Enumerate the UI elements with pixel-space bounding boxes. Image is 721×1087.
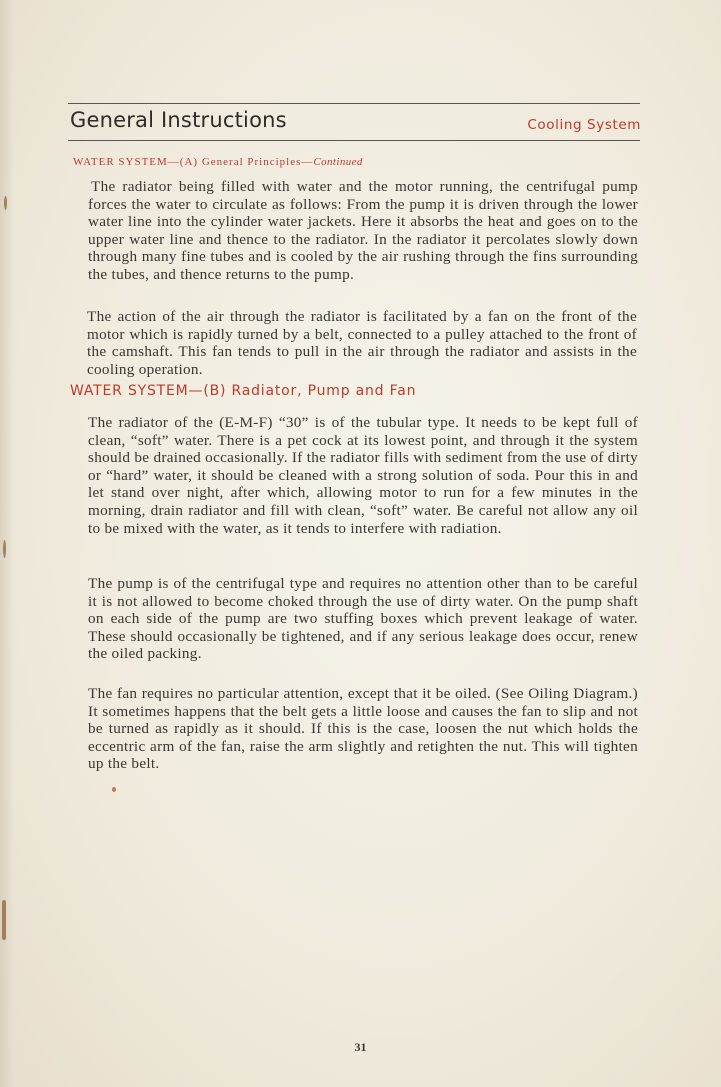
- section-b-paragraph-2: The pump is of the centrifugal type and requires no attention other than to be careful it is not allowed to become choked through the use of dirty water. On the pump shaft on each side of the pump are two stuffing boxes which prevent leakage of water. These should occasionally be tightened, and if any serious leakage does occur, renew the oiled packing.: [88, 575, 638, 663]
- section-label: Cooling System: [527, 117, 641, 133]
- edge-mark: [4, 196, 7, 210]
- section-a-paragraph-2: The action of the air through the radiator is facilitated by a fan on the front of the motor which is rapidly turned by a belt, connected to a pulley attached to the front of the camshaft. This fan tends to pull in the air through the radiator and assists in the cooling operation.: [87, 308, 637, 378]
- edge-mark: [3, 540, 6, 558]
- section-b-paragraph-1: The radiator of the (E-M-F) “30” is of the tubular type. It needs to be kept full of clean, “soft” water. There is a pet cock at its lowest point, and through it the system should be drained occasionally. If the radiator fills with sediment from the use of dirty or “hard” water, it should be cleaned with a strong solution of soda. Pour this in and let stand over night, after which, allowing motor to run for a few minutes in the morning, drain radiator and fill with clean, “soft” water. Be careful not allow any oil to be mixed with the water, as it tends to interfere with radiation.: [88, 414, 638, 537]
- header-rule-top: [68, 103, 640, 104]
- section-b-paragraph-3: The fan requires no particular attention, except that it be oiled. (See Oiling Diagram.) It sometimes happens that the belt gets a little loose and causes the fan to slip and not be turned as rapidly as it should. If this is the case, loosen the nut which holds the eccentric arm of the fan, raise the arm slightly and retighten the nut. This will tighten up the belt.: [88, 685, 638, 773]
- section-a-heading-continued: Continued: [313, 156, 363, 168]
- header-rule-bottom: [68, 140, 640, 141]
- section-a-heading-prefix: WATER SYSTEM—(A) General Principles—: [73, 156, 314, 168]
- edge-mark: [2, 900, 6, 940]
- section-a-paragraph-1: The radiator being filled with water and the motor running, the centrifugal pump forces the water to circulate as follows: From the pump it is driven through the lower water line into the cylinder water jackets. Here it absorbs the heat and goes on to the upper water line and thence to the radiator. In the radiator it percolates slowly down through many fine tubes and is cooled by the air rushing through the fins surrounding the tubes, and thence returns to the pump.: [88, 178, 638, 283]
- ink-spot: [112, 787, 116, 792]
- section-b-heading: WATER SYSTEM—(B) Radiator, Pump and Fan: [70, 383, 417, 399]
- page-number: 31: [354, 1040, 367, 1054]
- page-title: General Instructions: [70, 108, 287, 132]
- section-a-heading: [73, 156, 363, 168]
